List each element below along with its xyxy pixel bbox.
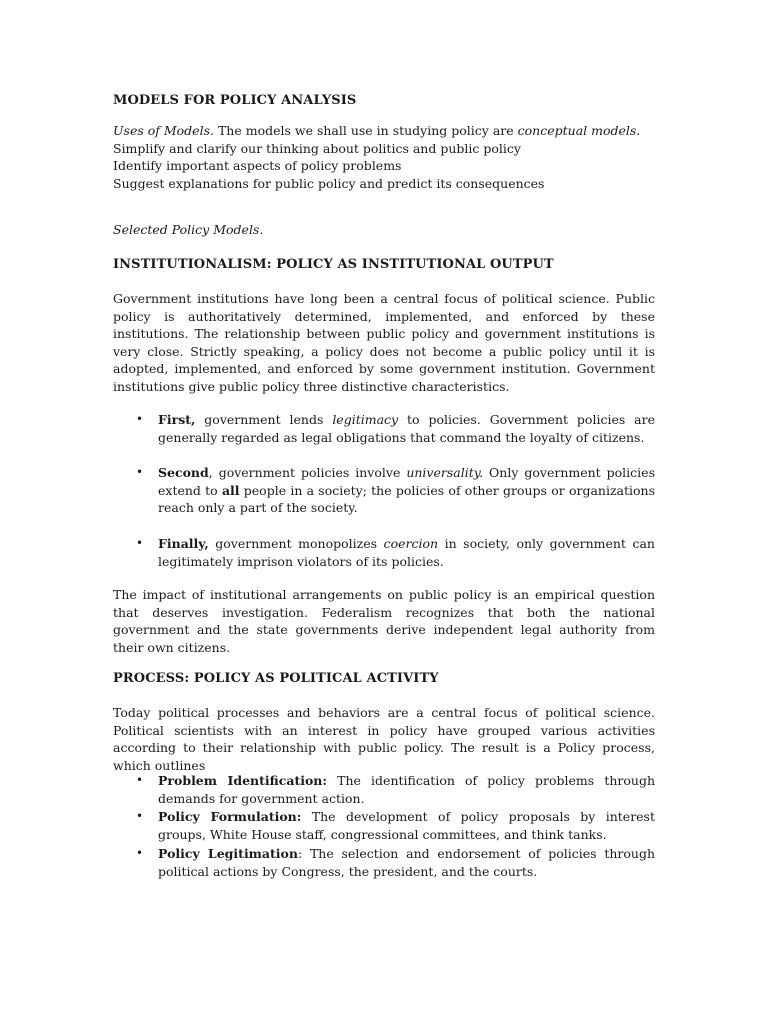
- institutionalism-paragraph: Government institutions have long been a central focus of political science. Public policy is authoritatively determined, implemented, and enforced by these institutions. The relationship between public policy and government institutions is very close. Strictly speaking, a policy does not become a public policy until it is adopted, implemented, and enforced by some government institution. Government institutions give public policy three distinctive characteristics.: [113, 291, 655, 394]
- item-lead: Problem Identification:: [158, 773, 328, 788]
- item-text: to policies. Government policies are generally regarded as legal obligations that command the loyalty of citizens.: [158, 412, 655, 445]
- uses-intro: [113, 122, 655, 140]
- item-emphasis: coercion: [383, 536, 439, 551]
- uses-lead: Uses of Models.: [113, 123, 214, 138]
- item-lead: Finally,: [158, 536, 209, 551]
- institutionalism-heading: INSTITUTIONALISM: POLICY AS INSTITUTIONAL OUTPUT: [113, 257, 554, 272]
- item-text: , government policies involve: [208, 465, 407, 480]
- item-lead: First,: [158, 412, 196, 427]
- page-title: MODELS FOR POLICY ANALYSIS: [113, 93, 357, 108]
- item-emphasis: legitimacy: [332, 412, 399, 427]
- uses-of-models: [113, 122, 655, 192]
- bullet-icon: •: [136, 465, 144, 479]
- item-lead: Second: [158, 465, 209, 480]
- item-strong: all: [221, 482, 240, 498]
- selected-models-label: Selected Policy Models.: [113, 222, 264, 237]
- list-item: [136, 845, 655, 880]
- list-item: [136, 772, 655, 807]
- bullet-icon: •: [136, 846, 144, 860]
- bullet-icon: •: [136, 536, 144, 550]
- item-lead: Policy Formulation:: [158, 809, 302, 824]
- item-text: in society, only government can legitimately imprison violators of its policies.: [158, 536, 655, 569]
- list-item: [136, 411, 655, 446]
- uses-item: Identify important aspects of policy problems: [113, 158, 402, 173]
- bullet-icon: •: [136, 412, 144, 426]
- bullet-icon: •: [136, 809, 144, 823]
- item-text: government lends: [195, 412, 333, 427]
- institutionalism-paragraph-2: The impact of institutional arrangements on public policy is an empirical question that deserves investigation. Federalism recognizes that both the national government and the state governments derive independent legal authority from their own citizens.: [113, 587, 655, 655]
- item-text: people in a society; the policies of other groups or organizations reach only a part of the society.: [158, 482, 655, 515]
- item-text: : The selection and endorsement of policies through political actions by Congress, the president, and the courts.: [158, 846, 655, 879]
- item-text: The identification of policy problems through demands for government action.: [158, 773, 655, 806]
- item-emphasis: universality.: [406, 465, 484, 480]
- item-lead: Policy Legitimation: [158, 846, 298, 861]
- list-item: [136, 808, 656, 843]
- process-heading: PROCESS: POLICY AS POLITICAL ACTIVITY: [113, 671, 439, 686]
- uses-term: conceptual models.: [517, 123, 641, 138]
- uses-item: Suggest explanations for public policy and predict its consequences: [113, 175, 545, 191]
- item-text: The development of policy proposals by interest groups, White House staff, congressional committees, and think tanks.: [158, 809, 656, 842]
- item-text: government monopolizes: [208, 536, 384, 551]
- process-paragraph: Today political processes and behaviors are a central focus of political science. Political scientists with an interest in policy have grouped various activities according to their relationship with public policy. The result is a Policy process, which outlines: [113, 705, 655, 773]
- list-item: [136, 464, 655, 517]
- bullet-icon: •: [136, 773, 144, 787]
- item-text: Only government policies extend to: [158, 465, 655, 498]
- uses-text: The models we shall use in studying policy are: [213, 123, 518, 138]
- list-item: [136, 535, 655, 570]
- uses-item: Simplify and clarify our thinking about politics and public policy: [113, 140, 521, 156]
